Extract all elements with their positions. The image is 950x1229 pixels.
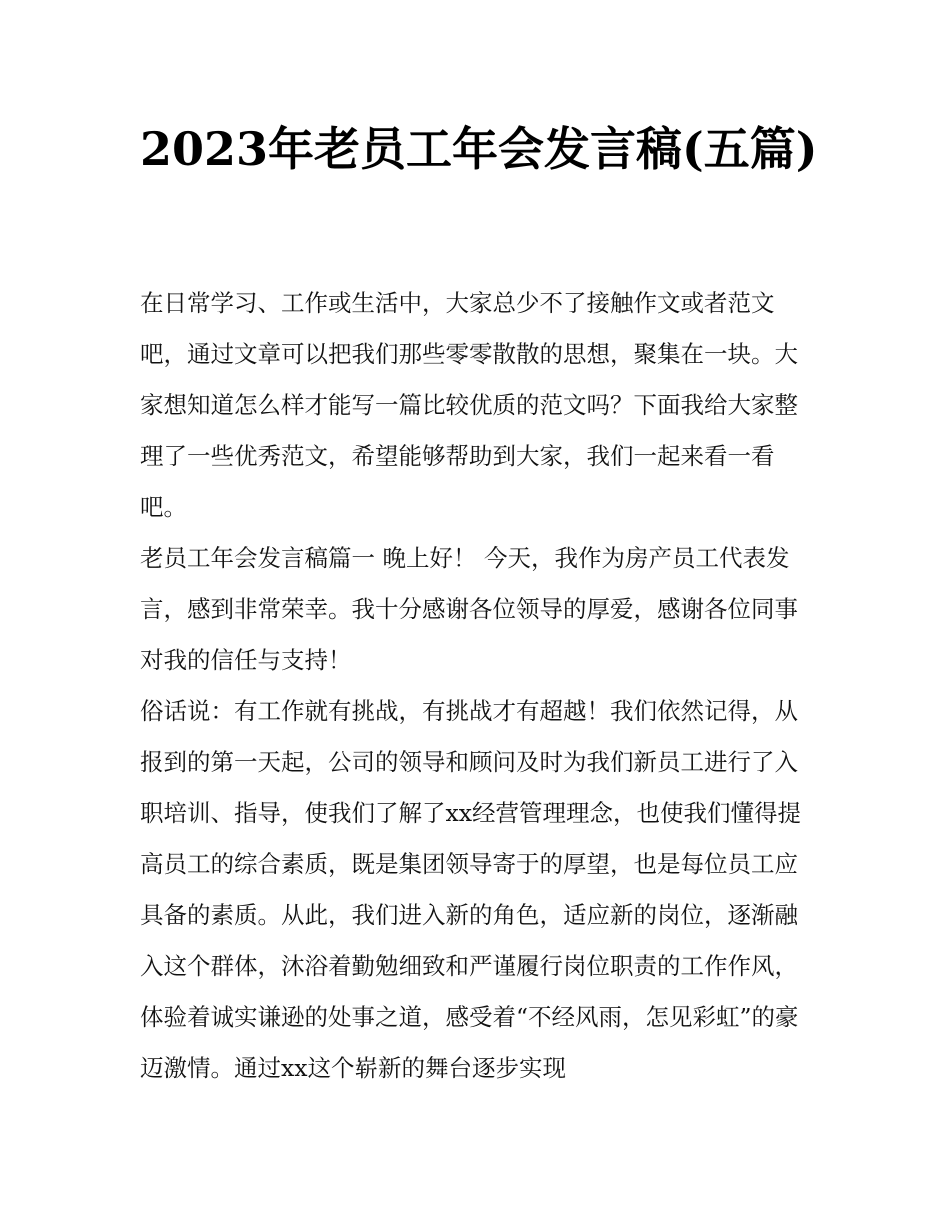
document-title: 2023年老员工年会发言稿(五篇) — [140, 122, 818, 176]
paragraph-intro: 在日常学习、工作或生活中，大家总少不了接触作文或者范文吧，通过文章可以把我们那些零零散散的思想，聚集在一块。大家想知道怎么样才能写一篇比较优质的范文吗？下面我给大家整理了一些优秀范文，希望能够帮助到大家，我们一起来看一看吧。 — [140, 289, 798, 521]
paragraph-speech-body: 俗话说：有工作就有挑战，有挑战才有超越！我们依然记得，从报到的第一天起，公司的领导和顾问及时为我们新员工进行了入职培训、指导，使我们了解了xx经营管理理念，也使我们懂得提高员工的综合素质，既是集团领导寄于的厚望，也是每位员工应具备的素质。从此，我们进入新的角色，适应新的岗位，逐渐融入这个群体，沐浴着勤勉细致和严谨履行岗位职责的工作作风，体验着诚实谦逊的处事之道，感受着“不经风雨，怎见彩虹”的豪迈激情。通过xx这个崭新的舞台逐步实现 — [140, 697, 802, 1082]
paragraph-speech-opening: 老员工年会发言稿篇一 晚上好！ 今天，我作为房产员工代表发言，感到非常荣幸。我十分感谢各位领导的厚爱，感谢各位同事对我的信任与支持！ — [140, 544, 798, 674]
document-body — [140, 278, 820, 1094]
